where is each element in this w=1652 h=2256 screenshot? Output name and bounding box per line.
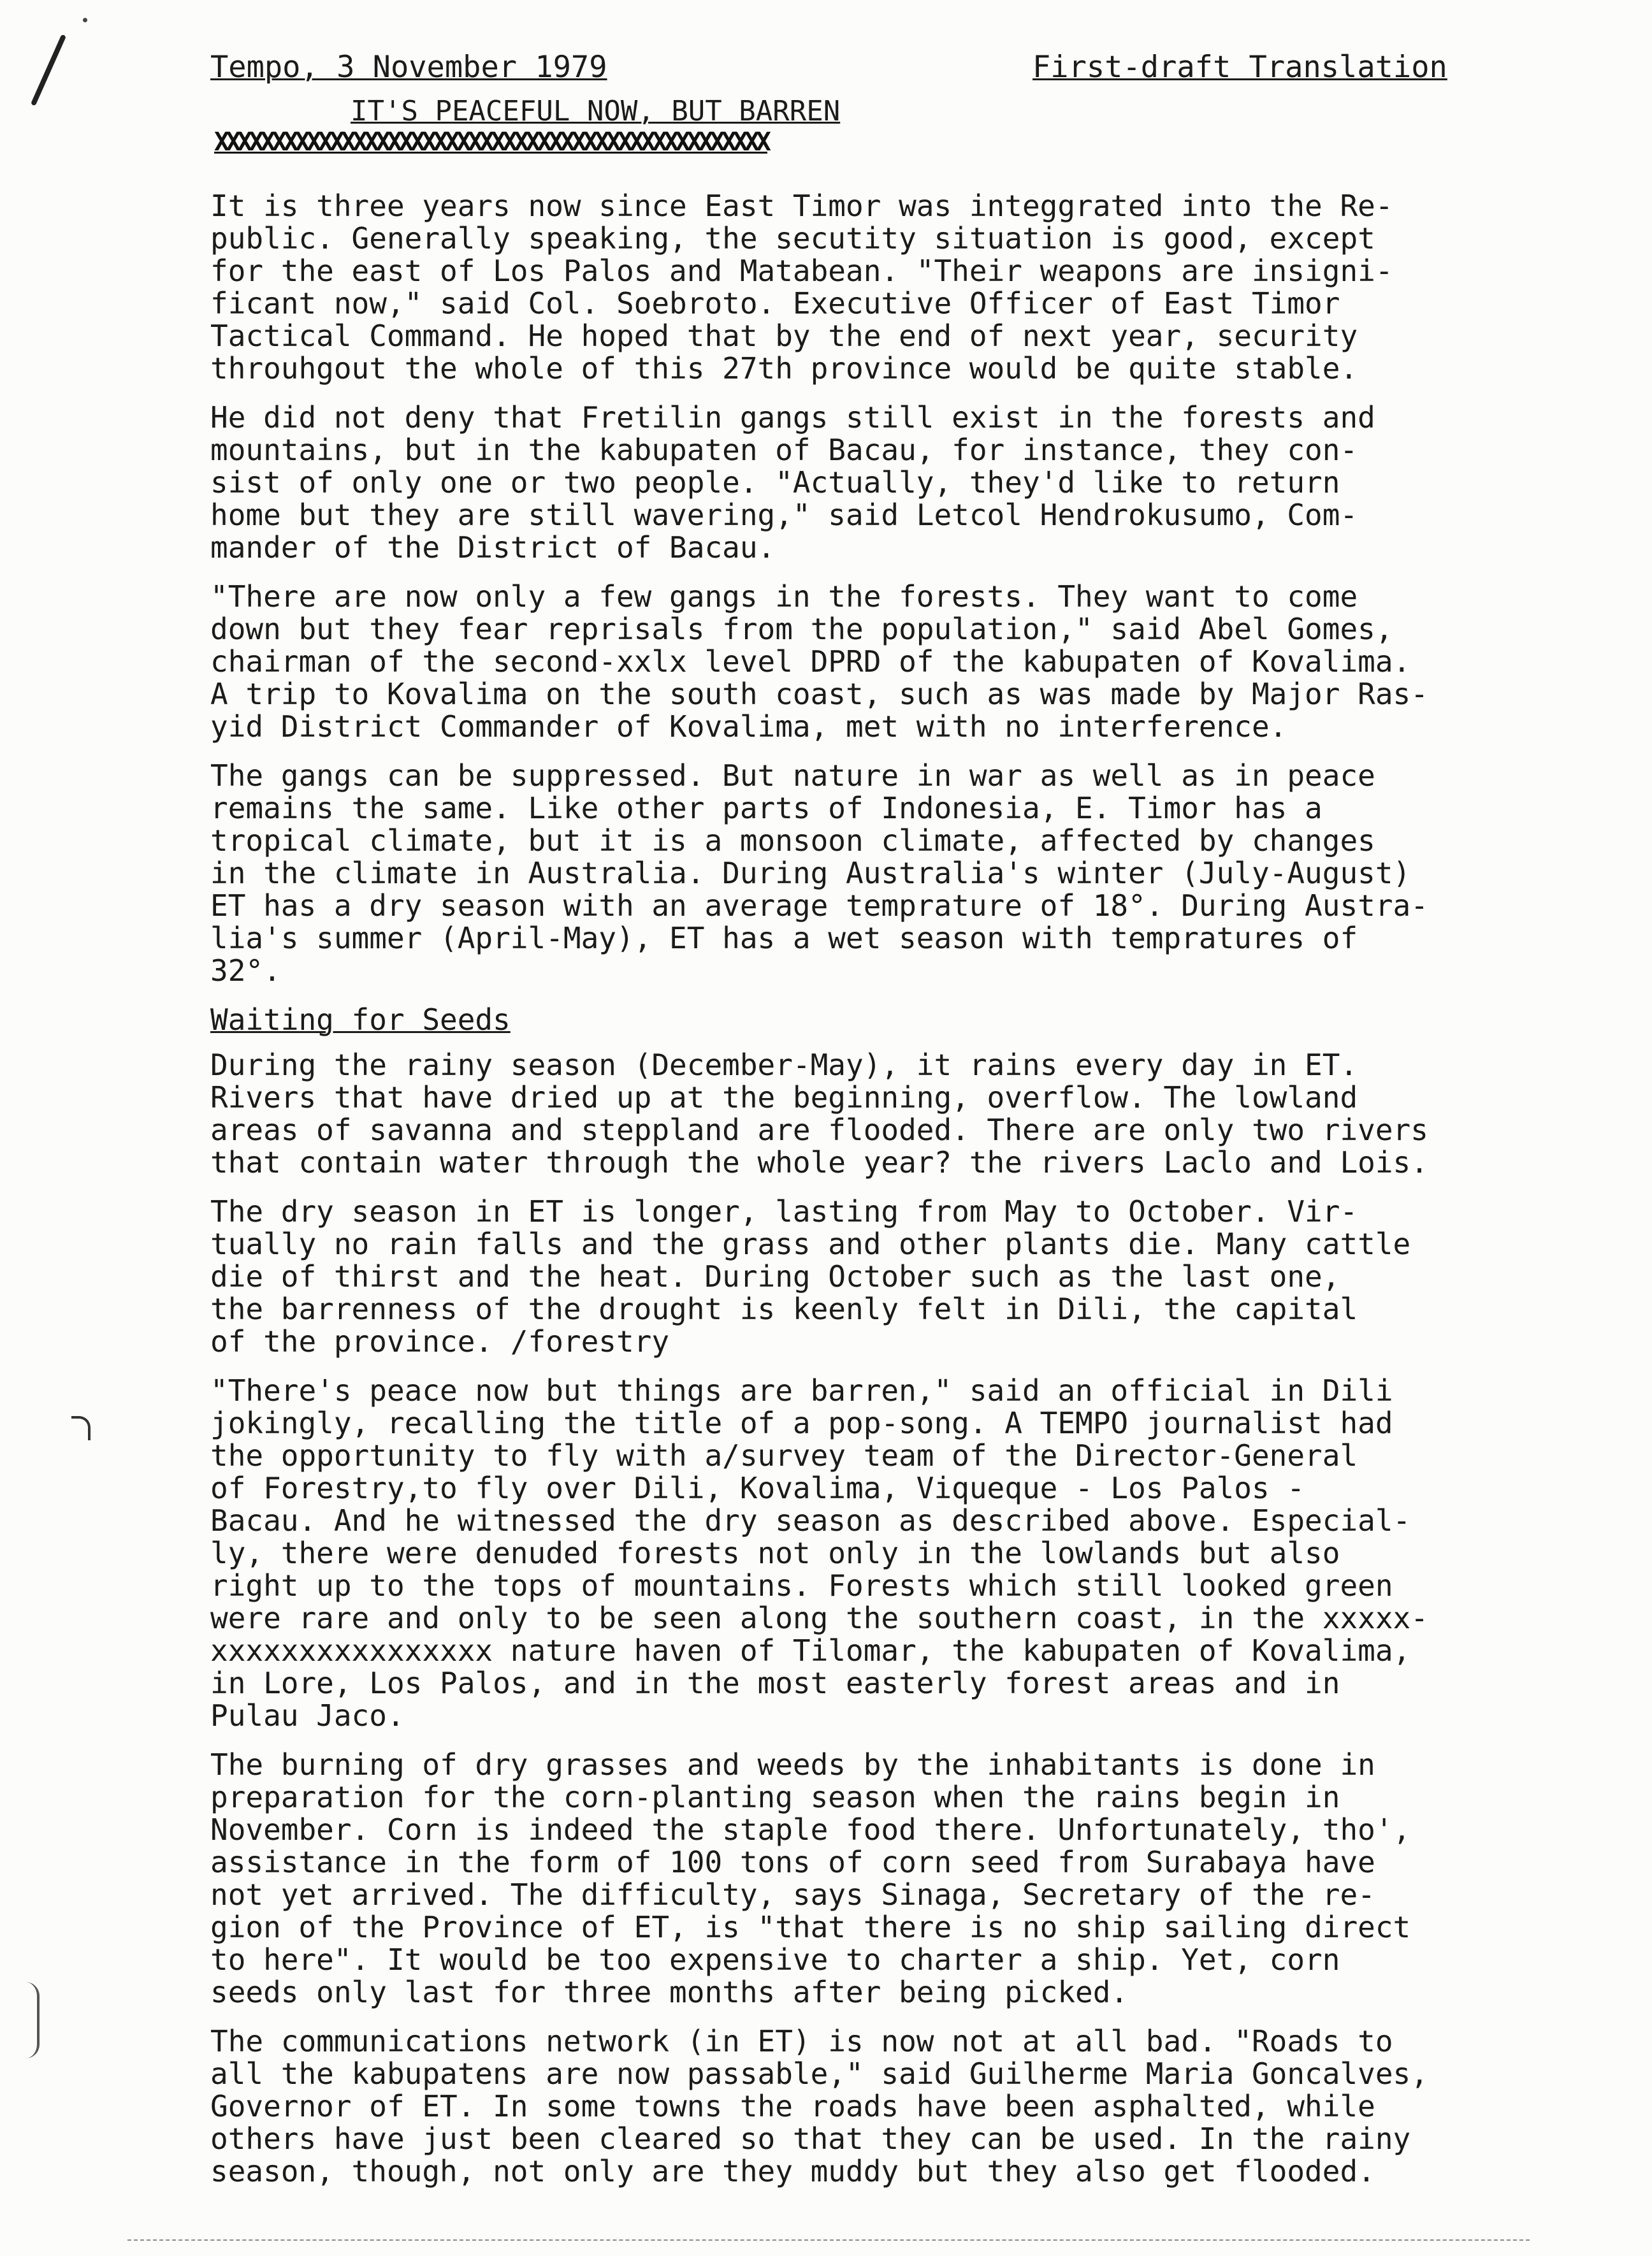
header-source-date: Tempo, 3 November 1979 <box>210 50 607 85</box>
handwritten-paren-mark <box>25 1982 40 2058</box>
paragraph: "There's peace now but things are barren," said an official in Dili jokingly, recalling the title of a pop-song. A TEMPO journalist had the opportunity to fly with a/survey team of the Director-General of Forestry,to fly over Dili, Kovalima, Viqueque - Los Palos - Bacau. And he witnessed the dry season as described above. Especial- ly, there were denuded forests not only in the lowlands but also right up to the tops of mountains. Forests which still looked green were rare and only to be seen along the southern coast, in the xxxxx- xxxxxxxxxxxxxxxx nature haven of Tilomar, the kabupaten of Kovalima, in Lore, Los Palos, and in the most easterly forest areas and in Pulau Jaco. <box>210 1373 1428 1733</box>
handwritten-hook-mark <box>71 1416 91 1440</box>
article-body <box>210 190 1574 2204</box>
section-subheading: Waiting for Seeds <box>210 1002 511 1037</box>
header-draft-label: First-draft Translation <box>1032 50 1447 85</box>
paragraph: The dry season in ET is longer, lasting from May to October. Vir- tually no rain falls and the grass and other plants die. Many cattle die of thirst and the heat. During October such as the last one, the barrenness of the drought is keenly felt in Dili, the capital of the province. /forestry <box>210 1194 1411 1359</box>
handwritten-slash-mark <box>31 34 66 106</box>
paragraph: During the rainy season (December-May), it rains every day in ET. Rivers that have dried up at the beginning, overflow. The lowland areas of savanna and steppland are flooded. There are only two rivers that contain water through the whole year? the rivers Laclo and Lois. <box>210 1048 1428 1180</box>
paragraph: The communications network (in ET) is now not at all bad. "Roads to all the kabupatens are now passable," said Guilherme Maria Goncalves, Governor of ET. In some towns the roads have been asphalted, while others have just been cleared so that they can be used. In the rainy season, though, not only are they muddy but they also get flooded. <box>210 2024 1428 2188</box>
paragraph: The gangs can be suppressed. But nature in war as well as in peace remains the same. Like other parts of Indonesia, E. Timor has a tropical climate, but it is a monsoon climate, affected by changes in the climate in Australia. During Australia's winter (July-August) ET has a dry season with an average temprature of 18°. During Austra- lia's summer (April-May), ET has a wet season with tempratures of 32°. <box>210 758 1428 988</box>
paragraph: He did not deny that Fretilin gangs still exist in the forests and mountains, but in the kabupaten of Bacau, for instance, they con- sist of only one or two people. "Actually, they'd like to return home but they are still wavering," said Letcol Hendrokusumo, Com- mander of the District of Bacau. <box>210 400 1375 565</box>
article-title: IT'S PEACEFUL NOW, BUT BARREN <box>351 95 841 127</box>
page-bottom-rule <box>127 2239 1530 2241</box>
paragraph: The burning of dry grasses and weeds by the inhabitants is done in preparation for the corn-planting season when the rains begin in November. Corn is indeed the staple food there. Unfortunately, tho', assistance in the form of 100 tons of corn seed from Surabaya have not yet arrived. The difficulty, says Sinaga, Secretary of the re- gion of the Province of ET, is "that there is no ship sailing direct to here". It would be too expensive to charter a ship. Yet, corn seeds only last for three months after being picked. <box>210 1747 1411 2009</box>
paragraph: It is three years now since East Timor was integgrated into the Re- public. Generally speaking, the secutity situation is good, except for the east of Los Palos and Matabean. "Their weapons are insigni- ficant now," said Col. Soebroto. Executive Officer of East Timor Tactical Command. He hoped that by the end of next year, security throuhgout the whole of this 27th province would be quite stable. <box>210 189 1393 386</box>
paragraph: "There are now only a few gangs in the forests. They want to come down but they fear reprisals from the population," said Abel Gomes, chairman of the second-xxlx level DPRD of the kabupaten of Kovalima. A trip to Kovalima on the south coast, such as was made by Major Ras- yid District Commander of Kovalima, met with no interference. <box>210 579 1428 744</box>
ink-dot-mark <box>83 18 87 22</box>
struck-out-line: XXXXXXXXXXXXXXXXXXXXXXXXXXXXXXXXXXXXXXXXXXXXXXXX <box>214 129 767 155</box>
